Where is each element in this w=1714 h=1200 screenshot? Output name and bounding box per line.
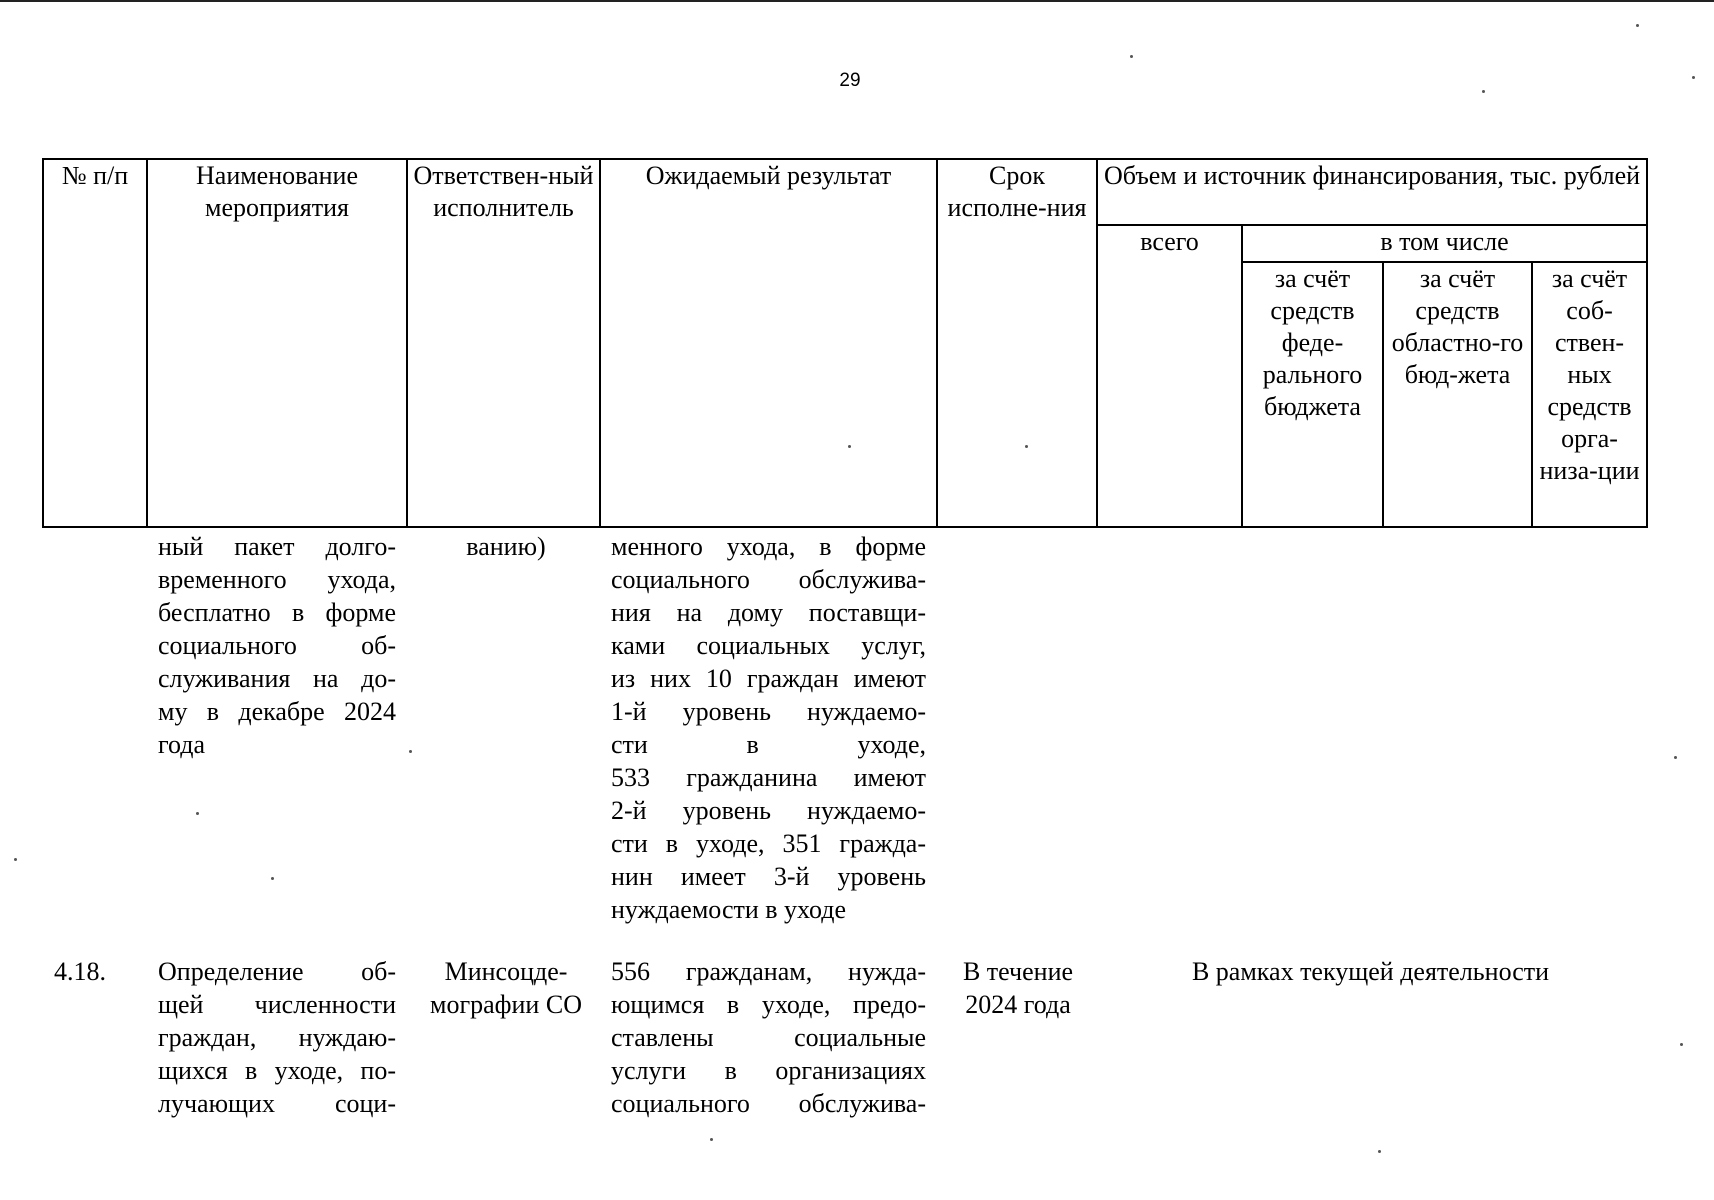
text-line: бесплатно в форме xyxy=(158,598,396,627)
text-line: ющимся в уходе, предо- xyxy=(611,990,926,1019)
scan-speck xyxy=(271,877,274,880)
text-line: му в декабре 2024 xyxy=(158,697,396,726)
text-line: 2-й уровень нуждаемо- xyxy=(611,796,926,825)
scan-speck xyxy=(1025,445,1028,448)
text-line: нуждаемости в уходе xyxy=(611,895,847,924)
row-name xyxy=(158,955,396,1120)
text-line: из них 10 граждан имеют xyxy=(611,664,926,693)
page-number: 29 xyxy=(839,70,861,91)
scan-speck xyxy=(1680,1043,1683,1046)
text-line: сти в уходе, 351 гражда- xyxy=(611,829,926,858)
text-line: щей численности xyxy=(158,990,396,1019)
scan-speck xyxy=(14,858,17,861)
row-number: 4.18. xyxy=(54,957,106,986)
text-line: ками социальных услуг, xyxy=(611,631,926,660)
header-number: № п/п xyxy=(43,159,147,527)
text-line: 2024 года xyxy=(965,990,1071,1019)
row-funding: В рамках текущей деятельности xyxy=(1191,957,1550,986)
text-line: В течение xyxy=(962,957,1074,986)
text-line: ставлены социальные xyxy=(611,1023,926,1052)
header-funding: Объем и источник финансирования, тыс. рублей xyxy=(1097,159,1647,225)
scan-speck xyxy=(1378,1150,1381,1153)
scan-speck xyxy=(848,445,851,448)
text-line: сти в уходе, xyxy=(611,730,926,759)
scan-speck xyxy=(1482,90,1485,93)
header-own: за счёт соб-ствен-ных средств орга-низа-ции xyxy=(1532,262,1647,527)
row-responsible xyxy=(411,955,601,1021)
text-line: служивания на до- xyxy=(158,664,396,693)
text-line: ный пакет долго- xyxy=(158,532,396,561)
header-deadline: Срок исполне-ния xyxy=(937,159,1097,527)
header-including: в том числе xyxy=(1242,225,1647,262)
text-line: менного ухода, в форме xyxy=(611,532,926,561)
scan-speck xyxy=(409,750,412,753)
text-line: 1-й уровень нуждаемо- xyxy=(611,697,926,726)
scan-speck xyxy=(1130,55,1133,58)
text-line: социального обслужива- xyxy=(611,565,926,594)
text-line: Минсоцде- xyxy=(444,957,568,986)
text-line: ванию) xyxy=(466,532,546,561)
header-result: Ожидаемый результат xyxy=(600,159,937,527)
table-header xyxy=(42,158,1648,528)
continued-name xyxy=(158,530,396,761)
text-line: временного ухода, xyxy=(158,565,396,594)
header-federal: за счёт средств феде-рального бюджета xyxy=(1242,262,1383,527)
text-line: социального об- xyxy=(158,631,396,660)
text-line: 533 гражданина имеют xyxy=(611,763,926,792)
header-total: всего xyxy=(1097,225,1242,527)
text-line: социального обслужива- xyxy=(611,1089,926,1118)
text-line: 556 гражданам, нужда- xyxy=(611,957,926,986)
text-line: щихся в уходе, по- xyxy=(158,1056,396,1085)
text-line: нин имеет 3-й уровень xyxy=(611,862,926,891)
text-line: года xyxy=(158,730,206,759)
text-line: услуги в организациях xyxy=(611,1056,926,1085)
header-regional: за счёт средств областно-го бюд-жета xyxy=(1383,262,1532,527)
header-name: Наименование мероприятия xyxy=(147,159,407,527)
text-line: мографии СО xyxy=(430,990,582,1019)
scan-speck xyxy=(710,1138,713,1141)
text-line: граждан, нуждаю- xyxy=(158,1023,396,1052)
text-line: лучающих соци- xyxy=(158,1089,396,1118)
text-line: Определение об- xyxy=(158,957,396,986)
continued-result xyxy=(611,530,926,926)
row-deadline xyxy=(943,955,1093,1021)
top-border-line xyxy=(0,0,1714,2)
scan-speck xyxy=(1636,24,1639,27)
scan-speck xyxy=(1674,756,1677,759)
scan-speck xyxy=(1692,76,1695,79)
row-result xyxy=(611,955,926,1120)
text-line: ния на дому поставщи- xyxy=(611,598,926,627)
continued-responsible xyxy=(416,530,596,563)
scan-speck xyxy=(196,812,199,815)
header-responsible: Ответствен-ный исполнитель xyxy=(407,159,600,527)
